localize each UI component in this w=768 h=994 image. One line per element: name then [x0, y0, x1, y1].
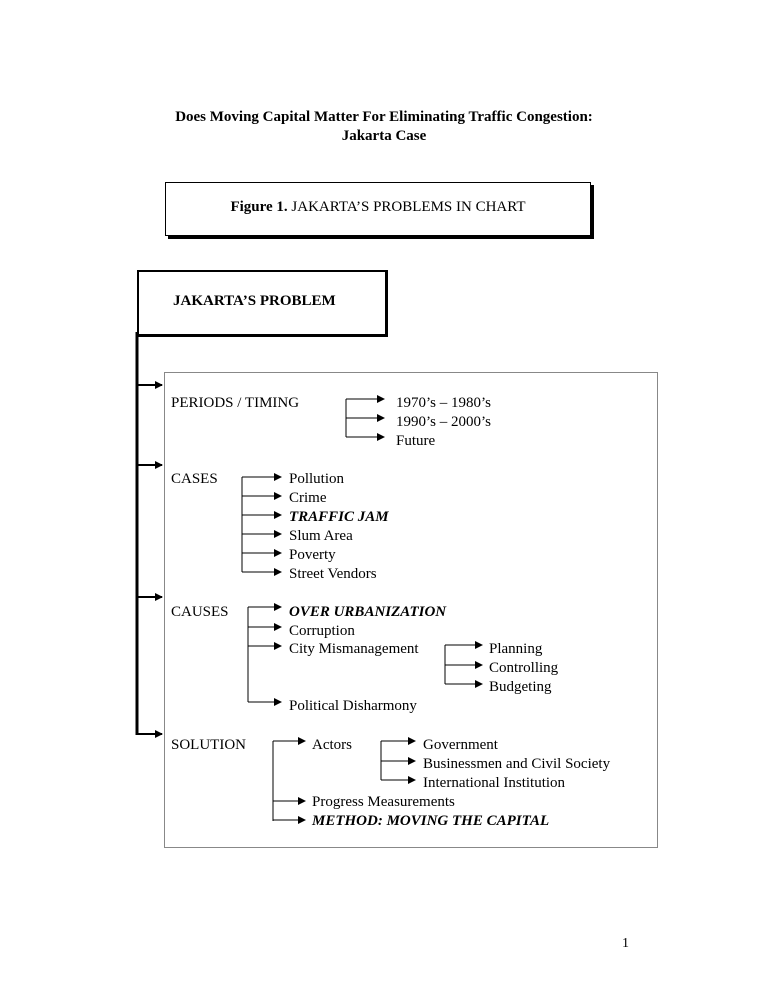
actor-item: Businessmen and Civil Society — [423, 756, 611, 772]
case-item: Pollution — [289, 471, 345, 487]
causes-label: CAUSES — [171, 604, 229, 620]
figure-caption-text: JAKARTA’S PROBLEMS IN CHART — [287, 199, 526, 215]
periods-label: PERIODS / TIMING — [171, 395, 300, 411]
case-item: Poverty — [289, 547, 336, 563]
document-title-line1: Does Moving Capital Matter For Eliminating Traffic Congestion: — [175, 109, 593, 125]
case-item: Street Vendors — [289, 566, 377, 582]
case-item-highlight: TRAFFIC JAM — [289, 509, 389, 525]
actor-item: International Institution — [423, 775, 566, 791]
cause-item-highlight: OVER URBANIZATION — [289, 604, 447, 620]
period-item: 1990’s – 2000’s — [396, 414, 492, 430]
cases-label: CASES — [171, 471, 218, 487]
problem-label: JAKARTA’S PROBLEM — [173, 293, 336, 309]
page-number: 1 — [622, 936, 629, 951]
cause-item: Corruption — [289, 623, 355, 639]
case-item: Slum Area — [289, 528, 353, 544]
period-item: Future — [396, 433, 436, 449]
solution-label: SOLUTION — [171, 737, 246, 753]
mismanagement-item: Controlling — [489, 660, 559, 676]
period-item: 1970’s – 1980’s — [396, 395, 492, 411]
solution-item-highlight: METHOD: MOVING THE CAPITAL — [312, 813, 550, 829]
mismanagement-item: Budgeting — [489, 679, 552, 695]
case-item: Crime — [289, 490, 327, 506]
figure-label: Figure 1. — [230, 199, 288, 215]
solution-item: Progress Measurements — [312, 794, 455, 810]
actor-item: Government — [423, 737, 498, 753]
mismanagement-item: Planning — [489, 641, 543, 657]
document-title-line2: Jakarta Case — [341, 128, 427, 144]
cause-item: City Mismanagement — [289, 641, 419, 657]
solution-item: Actors — [312, 737, 352, 753]
cause-item: Political Disharmony — [289, 698, 417, 714]
